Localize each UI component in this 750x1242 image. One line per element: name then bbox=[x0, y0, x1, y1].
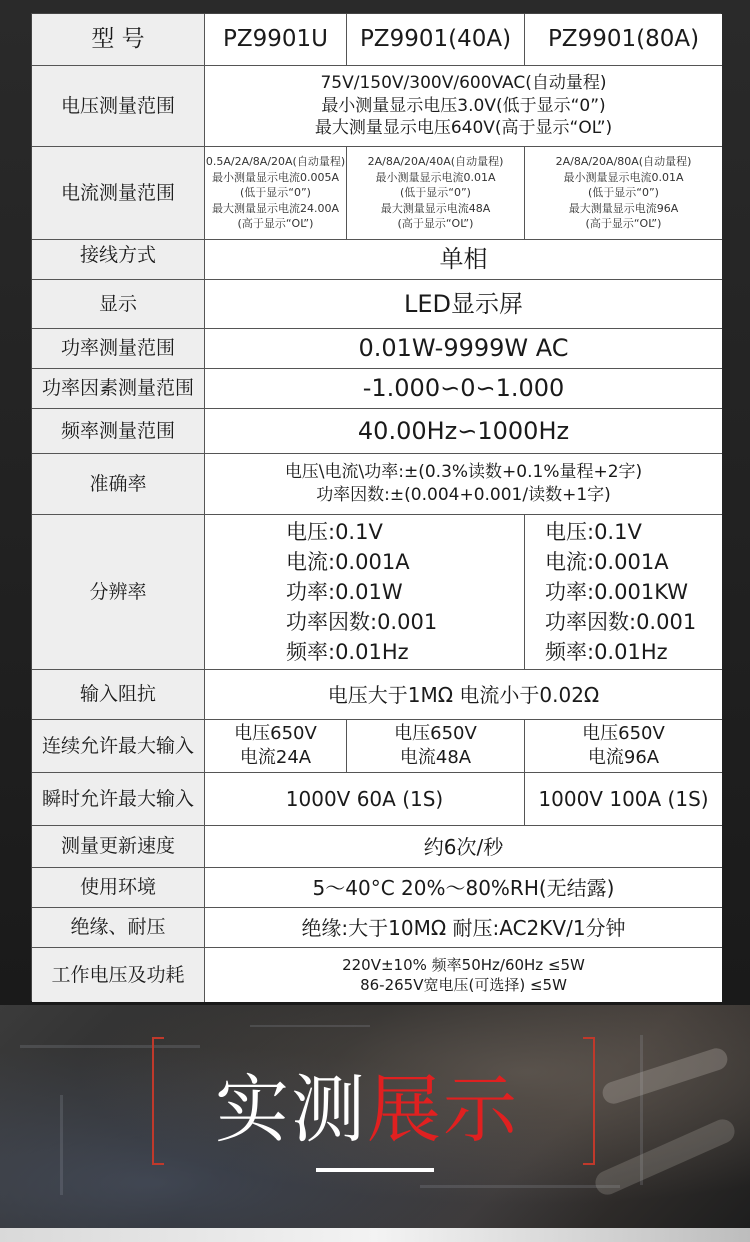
model-name-2: PZ9901(40A) bbox=[359, 25, 512, 52]
update-rate-value-cell bbox=[205, 826, 722, 868]
pf-range-value: -1.000∽0∽1.000 bbox=[362, 374, 565, 403]
continuous-max-col1-voltage: 电压650V bbox=[234, 722, 317, 744]
banner-underline bbox=[316, 1168, 434, 1172]
pf-range-label: 功率因素测量范围 bbox=[41, 377, 194, 400]
freq-range-label: 频率测量范围 bbox=[60, 419, 175, 442]
insulation-value: 绝缘:大于10MΩ 耐压:AC2KV/1分钟 bbox=[301, 915, 626, 940]
resolution-right-line-3: 功率:0.001KW bbox=[545, 579, 688, 604]
current-range-col1-line-2: 最小测量显示电流0.005A bbox=[211, 170, 339, 184]
continuous-max-col2-voltage: 电压650V bbox=[394, 722, 477, 744]
model-header-2 bbox=[347, 14, 525, 66]
circuit-trace bbox=[60, 1095, 63, 1195]
current-range-col2-line-4: 最大测量显示电流48A bbox=[380, 201, 491, 215]
current-range-label-cell bbox=[32, 147, 205, 240]
continuous-max-col2-current: 电流48A bbox=[399, 747, 472, 768]
instant-max-left-value: 1000V 60A (1S) bbox=[285, 787, 444, 811]
current-range-col2-line-5: (高于显示“OL”) bbox=[397, 217, 474, 231]
bottom-strip bbox=[0, 1228, 750, 1242]
voltage-range-value-cell bbox=[205, 66, 722, 147]
circuit-trace bbox=[20, 1045, 200, 1048]
instant-max-label-cell bbox=[32, 773, 205, 826]
insulation-label-cell bbox=[32, 908, 205, 948]
display-label: 显示 bbox=[98, 292, 137, 315]
instant-max-right-value: 1000V 100A (1S) bbox=[538, 787, 709, 811]
current-range-col3-line-3: (低于显示“0”) bbox=[588, 186, 659, 200]
insulation-value-cell bbox=[205, 908, 722, 948]
spec-table bbox=[31, 13, 721, 1001]
working-power-label-cell bbox=[32, 948, 205, 1002]
freq-range-label-cell bbox=[32, 409, 205, 454]
voltage-range-label-cell bbox=[32, 66, 205, 147]
banner-title bbox=[215, 1065, 545, 1155]
environment-label: 使用环境 bbox=[79, 876, 156, 899]
current-range-col1-line-1: 0.5A/2A/8A/20A(自动量程) bbox=[205, 154, 346, 168]
model-header-1 bbox=[205, 14, 347, 66]
model-name-3: PZ9901(80A) bbox=[547, 25, 700, 52]
voltage-range-label: 电压测量范围 bbox=[60, 94, 175, 117]
model-label-cell bbox=[32, 14, 205, 66]
voltage-range-line-2: 最小测量显示电压3.0V(低于显示“0”) bbox=[321, 95, 606, 116]
impedance-label: 输入阻抗 bbox=[79, 683, 156, 706]
impedance-value: 电压大于1MΩ 电流小于0.02Ω bbox=[327, 682, 600, 707]
resolution-left-cell bbox=[205, 515, 525, 670]
current-range-col2-line-3: (低于显示“0”) bbox=[400, 186, 471, 200]
freq-range-value-cell bbox=[205, 409, 722, 454]
current-range-col-3 bbox=[525, 147, 722, 240]
update-rate-label: 测量更新速度 bbox=[60, 835, 175, 858]
resolution-right-cell bbox=[525, 515, 722, 670]
working-power-line-1: 220V±10% 频率50Hz/60Hz ≤5W bbox=[342, 955, 585, 974]
current-range-col3-line-1: 2A/8A/20A/80A(自动量程) bbox=[555, 154, 692, 168]
continuous-max-col-1 bbox=[205, 720, 347, 773]
display-value-cell bbox=[205, 280, 722, 329]
continuous-max-col3-voltage: 电压650V bbox=[582, 722, 665, 744]
continuous-max-label: 连续允许最大输入 bbox=[41, 734, 194, 757]
resolution-left-line-1: 电压:0.1V bbox=[286, 519, 383, 544]
current-range-col3-line-5: (高于显示“OL”) bbox=[585, 217, 662, 231]
resolution-left-line-2: 电流:0.001A bbox=[286, 549, 410, 574]
wiring-value-cell bbox=[205, 240, 722, 280]
banner-title-white: 实测 bbox=[215, 1067, 367, 1153]
resolution-right-line-2: 电流:0.001A bbox=[545, 549, 669, 574]
current-range-col-1 bbox=[205, 147, 347, 240]
power-range-label: 功率测量范围 bbox=[60, 337, 175, 360]
resolution-left-line-3: 功率:0.01W bbox=[286, 579, 403, 604]
continuous-max-col-2 bbox=[347, 720, 525, 773]
banner-frame-left bbox=[152, 1037, 164, 1165]
current-range-col2-line-2: 最小测量显示电流0.01A bbox=[375, 170, 496, 184]
display-value: LED显示屏 bbox=[403, 289, 523, 318]
accuracy-line-2: 功率因数:±(0.004+0.001/读数+1字) bbox=[316, 485, 611, 505]
resolution-left-line-5: 频率:0.01Hz bbox=[286, 640, 409, 665]
power-range-value-cell bbox=[205, 329, 722, 369]
environment-value: 5～40°C 20%～80%RH(无结露) bbox=[312, 875, 615, 900]
pf-range-label-cell bbox=[32, 369, 205, 409]
current-range-label: 电流测量范围 bbox=[60, 181, 175, 204]
working-power-value-cell bbox=[205, 948, 722, 1002]
model-label: 型 号 bbox=[91, 25, 145, 52]
continuous-max-col1-current: 电流24A bbox=[239, 747, 312, 768]
resolution-right-line-5: 频率:0.01Hz bbox=[545, 640, 668, 665]
current-range-col3-line-4: 最大测量显示电流96A bbox=[568, 201, 679, 215]
resolution-left-line-4: 功率因数:0.001 bbox=[286, 610, 438, 634]
accuracy-line-1: 电压\电流\功率:±(0.3%读数+0.1%量程+2字) bbox=[284, 462, 643, 483]
continuous-max-label-cell bbox=[32, 720, 205, 773]
accuracy-label: 准确率 bbox=[89, 472, 147, 495]
resolution-right-line-4: 功率因数:0.001 bbox=[545, 610, 697, 634]
voltage-range-line-1: 75V/150V/300V/600VAC(自动量程) bbox=[320, 72, 607, 93]
power-range-value: 0.01W-9999W AC bbox=[358, 334, 569, 363]
wiring-value: 单相 bbox=[439, 245, 488, 274]
instant-max-left-cell bbox=[205, 773, 525, 826]
current-range-col2-line-1: 2A/8A/20A/40A(自动量程) bbox=[367, 154, 504, 168]
impedance-value-cell bbox=[205, 670, 722, 720]
freq-range-value: 40.00Hz∽1000Hz bbox=[357, 416, 570, 445]
display-label-cell bbox=[32, 280, 205, 329]
working-power-line-2: 86-265V宽电压(可选择) ≤5W bbox=[360, 976, 567, 994]
probe-shape bbox=[600, 1045, 730, 1106]
wiring-label: 接线方式 bbox=[79, 244, 156, 266]
current-range-col-2 bbox=[347, 147, 525, 240]
banner-frame-right bbox=[583, 1037, 595, 1165]
current-range-col1-line-4: 最大测量显示电流24.00A bbox=[211, 201, 339, 215]
instant-max-label: 瞬时允许最大输入 bbox=[41, 787, 194, 810]
insulation-label: 绝缘、耐压 bbox=[70, 916, 166, 939]
current-range-col1-line-3: (低于显示“0”) bbox=[240, 186, 311, 200]
probe-shape bbox=[592, 1116, 739, 1199]
accuracy-label-cell bbox=[32, 454, 205, 515]
circuit-trace bbox=[250, 1025, 370, 1027]
impedance-label-cell bbox=[32, 670, 205, 720]
environment-value-cell bbox=[205, 868, 722, 908]
update-rate-value: 约6次/秒 bbox=[423, 834, 504, 859]
voltage-range-line-3: 最大测量显示电压640V(高于显示“OL”) bbox=[314, 118, 613, 139]
current-range-col1-line-5: (高于显示“OL”) bbox=[237, 217, 314, 231]
resolution-right-line-1: 电压:0.1V bbox=[545, 519, 642, 544]
pf-range-value-cell bbox=[205, 369, 722, 409]
continuous-max-col-3 bbox=[525, 720, 722, 773]
circuit-trace bbox=[420, 1185, 620, 1188]
instant-max-right-cell bbox=[525, 773, 722, 826]
resolution-label-cell bbox=[32, 515, 205, 670]
wiring-label-cell bbox=[32, 240, 205, 280]
update-rate-label-cell bbox=[32, 826, 205, 868]
model-header-3 bbox=[525, 14, 722, 66]
demo-banner bbox=[0, 1005, 750, 1228]
environment-label-cell bbox=[32, 868, 205, 908]
banner-title-red: 展示 bbox=[367, 1067, 519, 1153]
accuracy-value-cell bbox=[205, 454, 722, 515]
model-name-1: PZ9901U bbox=[223, 25, 328, 52]
continuous-max-col3-current: 电流96A bbox=[587, 747, 660, 768]
resolution-label: 分辨率 bbox=[89, 580, 147, 603]
working-power-label: 工作电压及功耗 bbox=[51, 963, 185, 986]
power-range-label-cell bbox=[32, 329, 205, 369]
current-range-col3-line-2: 最小测量显示电流0.01A bbox=[563, 170, 684, 184]
